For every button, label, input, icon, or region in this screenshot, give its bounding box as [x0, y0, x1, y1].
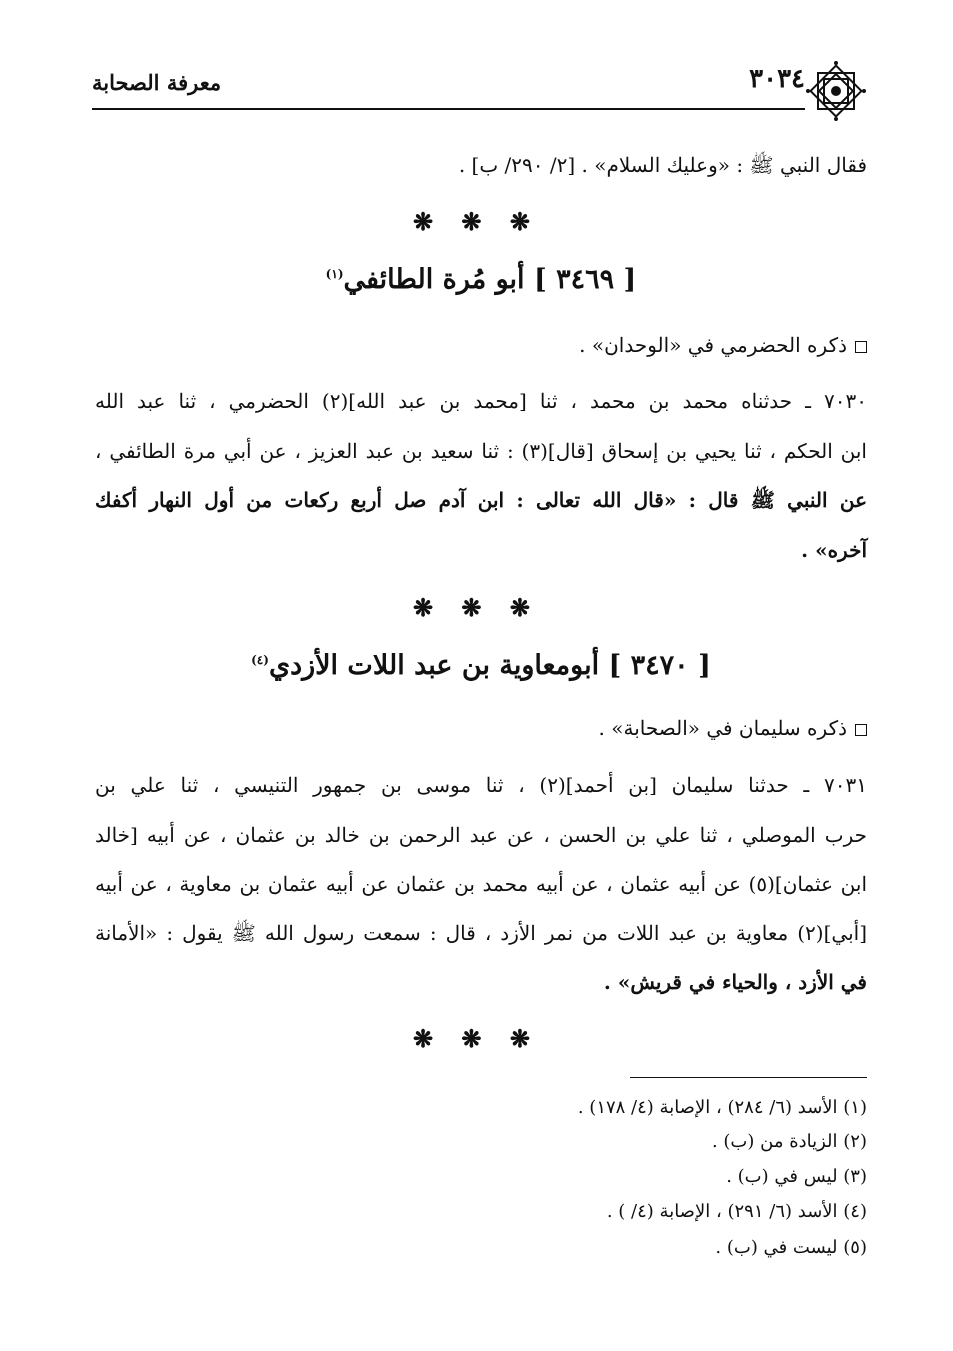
section-separator: ❋ ❋ ❋	[412, 207, 541, 236]
square-bullet-icon	[855, 724, 867, 736]
hadith-line: آخره» .	[801, 538, 867, 562]
mention-line	[95, 713, 867, 743]
footnote-rule	[630, 1077, 867, 1078]
hadith-line: ابن الحكم ، ثنا يحيي بن إسحاق [قال](٣) : ثنا سعيد بن عبد العزيز ، عن أبي مرة الطائفي ،	[95, 439, 867, 463]
header-rule	[92, 108, 805, 110]
section-separator: ❋ ❋ ❋	[412, 1024, 541, 1053]
footnote: (٥) ليست في (ب) .	[715, 1237, 867, 1258]
footnote-ref: (١)	[325, 267, 344, 281]
running-title: معرفة الصحابة	[92, 70, 222, 95]
entry-heading	[95, 648, 867, 684]
hadith-line: ٧٠٣١ ـ حدثنا سليمان [بن أحمد](٢) ، ثنا موسى بن جمهور التنيسي ، ثنا علي بن	[95, 773, 868, 797]
hadith-line: ابن عثمان](٥) عن أبيه عثمان ، عن أبيه محمد بن عثمان عن أبيه عثمان بن معاوية ، عن أبيه	[95, 872, 867, 896]
mention-text: ذكره سليمان في «الصحابة» .	[598, 716, 847, 740]
footnote: (٤) الأسد (٦/ ٢٩١) ، الإصابة (٤/ ) .	[606, 1201, 867, 1222]
octagram-ornament-icon	[805, 60, 867, 122]
entry-heading	[95, 262, 867, 298]
hadith-line: في الأزد ، والحياء في قريش» .	[603, 970, 867, 994]
hadith-line: عن النبي ﷺ قال : «قال الله تعالى : ابن آدم صل أربع ركعات من أول النهار أكفك	[95, 488, 867, 512]
hadith-line: حرب الموصلي ، ثنا علي بن الحسن ، عن عبد الرحمن بن خالد بن عثمان ، عن أبيه [خالد	[95, 823, 867, 847]
entry-heading-text: [ ٣٤٧٠ ] أبومعاوية بن عبد اللات الأزدي	[268, 650, 711, 681]
footnote: (١) الأسد (٦/ ٢٨٤) ، الإصابة (٤/ ١٧٨) .	[577, 1097, 867, 1118]
mention-line	[95, 330, 867, 360]
hadith-line: ٧٠٣٠ ـ حدثناه محمد بن محمد ، ثنا [محمد بن عبد الله](٢) الحضرمي ، ثنا عبد الله	[95, 389, 867, 413]
section-separator: ❋ ❋ ❋	[412, 593, 541, 622]
footnote: (٢) الزيادة من (ب) .	[711, 1131, 867, 1152]
hadith-line: [أبي](٢) معاوية بن عبد اللات من نمر الأزد ، قال : سمعت رسول الله ﷺ يقول : «الأمانة	[95, 921, 867, 945]
footnote: (٣) ليس في (ب) .	[726, 1166, 867, 1187]
square-bullet-icon	[855, 341, 867, 353]
mention-text: ذكره الحضرمي في «الوحدان» .	[579, 333, 847, 357]
footnote-ref: (٤)	[251, 653, 269, 667]
entry-heading-text: [ ٣٤٦٩ ] أبو مُرة الطائفي	[343, 264, 637, 295]
text-line: فقال النبي ﷺ : «وعليك السلام» . [٢/ ٢٩٠/ ب] .	[458, 153, 867, 177]
page-number: ٣٠٣٤	[749, 64, 805, 94]
